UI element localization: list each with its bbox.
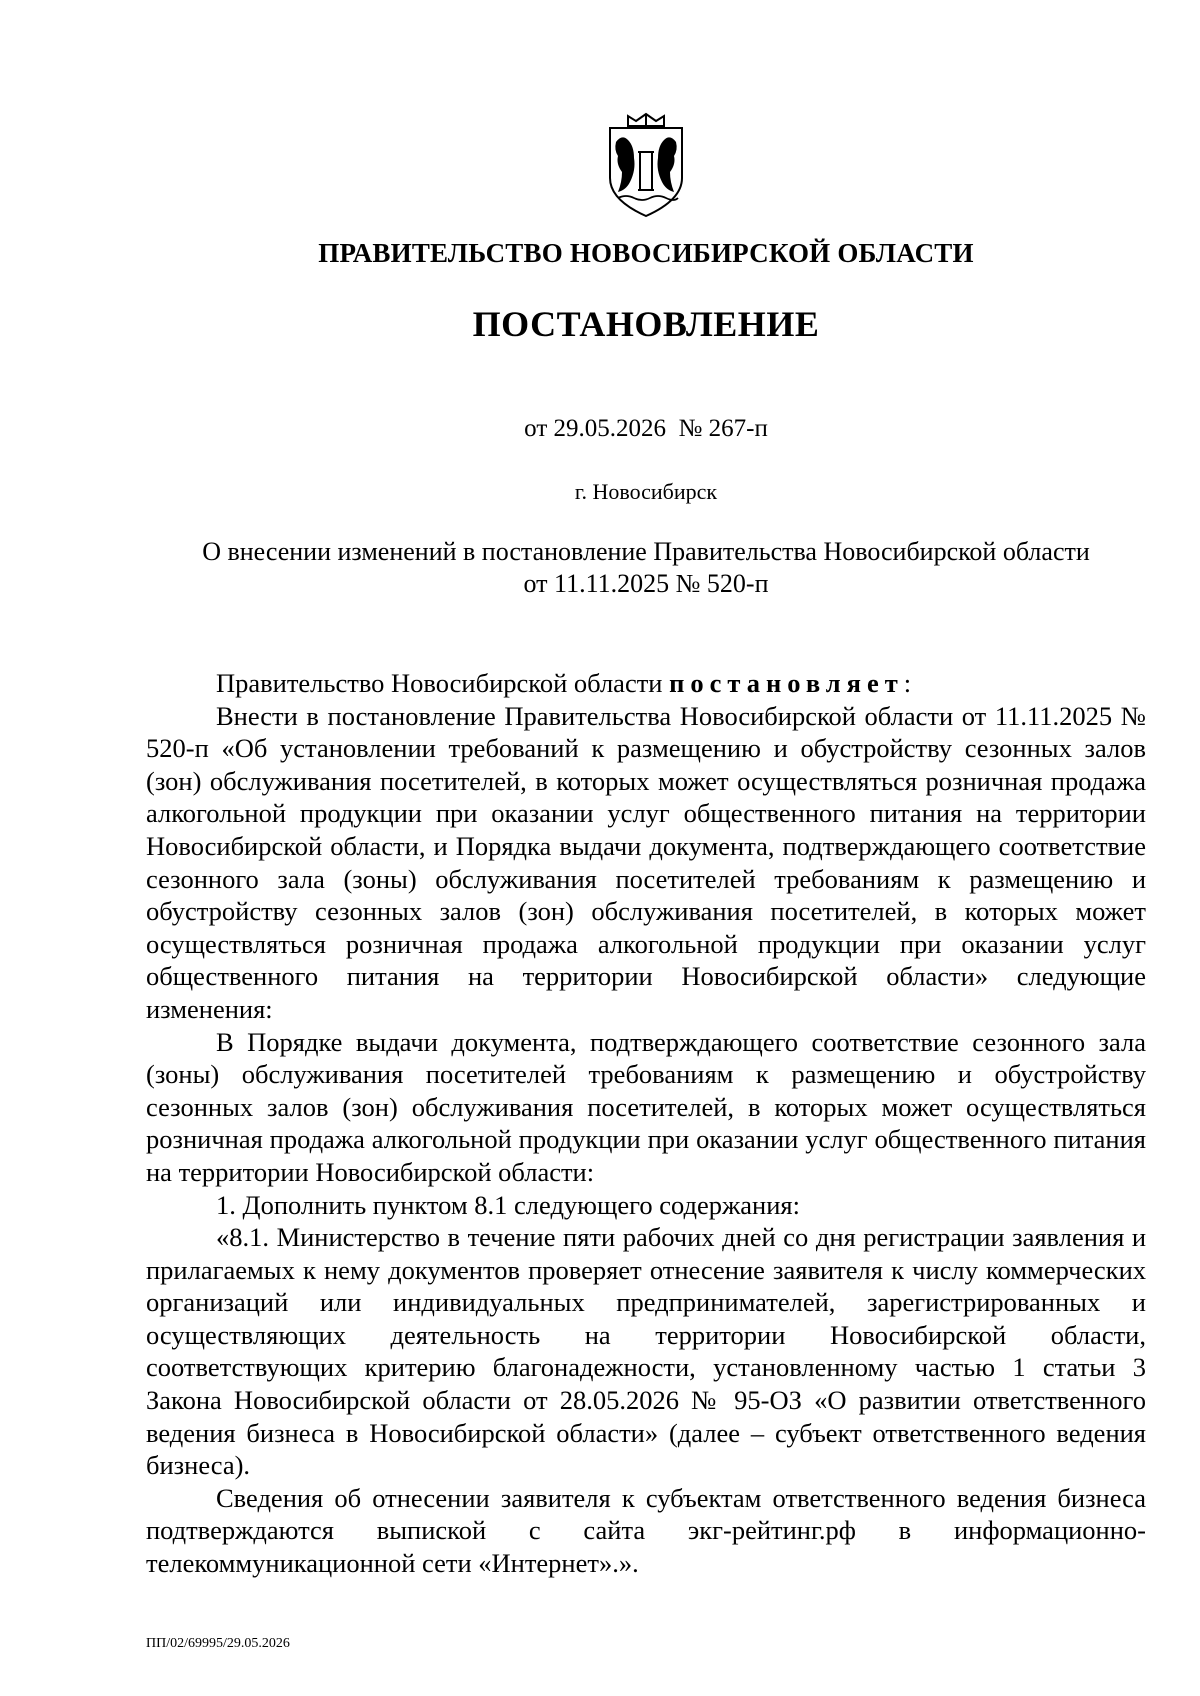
government-name: ПРАВИТЕЛЬСТВО НОВОСИБИРСКОЙ ОБЛАСТИ [318, 238, 974, 268]
subject-line-1: О внесении изменений в постановление Правительства Новосибирской области [202, 537, 1090, 566]
preamble-text: Правительство Новосибирской области [216, 668, 670, 698]
document-type: ПОСТАНОВЛЕНИЕ [472, 304, 820, 344]
paragraph-amendment: Внести в постановление Правительства Новосибирской области от 11.11.2025 № 520-п «Об установлении требований к размещению и обустройству сезонных залов (зон) обслуживания посетителей, в которых может осуществляться розничная продажа алкогольной продукции при оказании услуг общественного питания на территории Новосибирской области, и Порядка выдачи документа, подтверждающего соответствие сезонного зала (зоны) обслуживания посетителей требованиям к размещению и обустройству сезонных залов (зон) обслуживания посетителей, в которых может осуществляться розничная продажа алкогольной продукции при оказании услуг общественного питания на территории Новосибирской области» следующие изменения: [146, 700, 1146, 1024]
resolution-preamble [146, 667, 1146, 700]
paragraph-confirmation: Сведения об отнесении заявителя к субъектам ответственного ведения бизнеса подтверждаются выпиской с сайта экг-рейтинг.рф в информационно-телекоммуникационной сети «Интернет».». [146, 1482, 1146, 1579]
paragraph-procedure: В Порядке выдачи документа, подтверждающего соответствие сезонного зала (зоны) обслуживания посетителей требованиям к размещению и обустройству сезонных залов (зон) обслуживания посетителей, в которых может осуществляться розничная продажа алкогольной продукции при оказании услуг общественного питания на территории Новосибирской области: [146, 1026, 1146, 1187]
subject-line-2: от 11.11.2025 № 520-п [523, 569, 769, 598]
coat-of-arms-icon [604, 112, 688, 218]
document-subject [146, 536, 1146, 600]
document-body [146, 667, 1146, 1580]
resolves-word: постановляет [669, 668, 904, 698]
paragraph-item-8-1: «8.1. Министерство в течение пяти рабочих дней со дня регистрации заявления и прилагаемых к нему документов проверяет отнесение заявителя к числу коммерческих организаций или индивидуальных предпринимателей, зарегистрированных и осуществляющих деятельность на территории Новосибирской области, соответствующих критерию благонадежности, установленному частью 1 статьи 3 Закона Новосибирской области от 28.05.2026 № 95-ОЗ «О развитии ответственного ведения бизнеса в Новосибирской области» (далее – субъект ответственного ведения бизнеса). [146, 1222, 1146, 1481]
preamble-colon: : [903, 668, 912, 698]
document-city: г. Новосибирск [574, 479, 718, 504]
document-footer-code: ПП/02/69995/29.05.2026 [146, 1636, 290, 1651]
paragraph-item-1: 1. Дополнить пунктом 8.1 следующего содержания: [216, 1189, 800, 1220]
document-date-number: от 29.05.2026 № 267-п [524, 415, 768, 442]
